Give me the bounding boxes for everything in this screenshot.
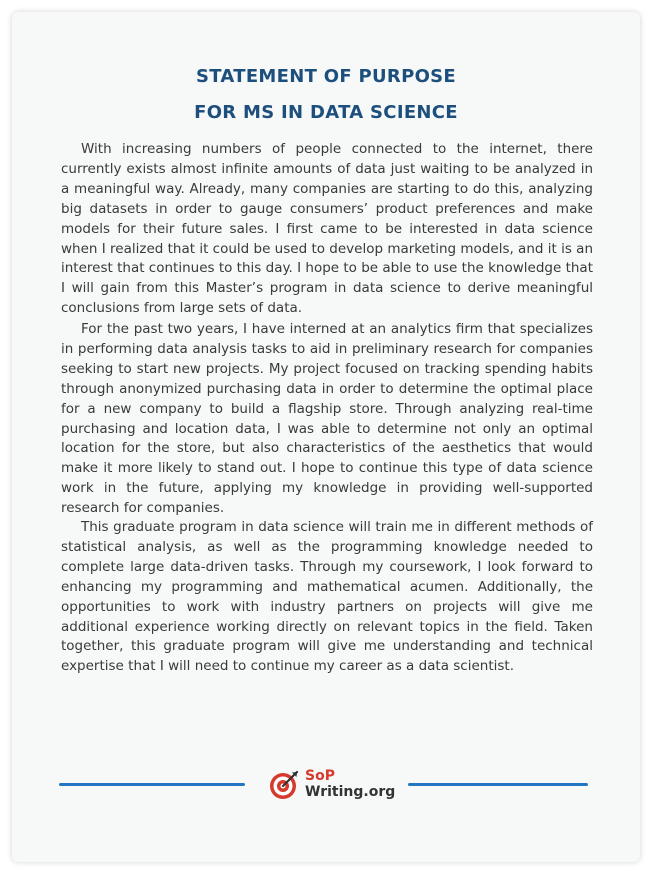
paragraph-2: For the past two years, I have interned at an analytics firm that specializes in performing data analysis tasks to aid in preliminary research for companies seeking to start new projects. My project focused on tracking spending habits through anonymized purchasing data in order to determine the optimal place for a new company to build a flagship store. Through analyzing real-time purchasing and location data, I was able to determine not only an optimal location for the store, but also characteristics of the aesthetics that would make it more likely to stand out. I hope to continue this type of data science work in the future, applying my knowledge in providing well-supported research for companies. (61, 321, 593, 517)
sop-writing-logo (268, 767, 398, 803)
footer-rule-left (59, 783, 245, 786)
footer-rule-right (408, 783, 588, 786)
document-title-line1: STATEMENT OF PURPOSE (195, 66, 457, 87)
logo-wordmark (305, 768, 395, 800)
logo-domain-text: Writing.org (305, 784, 396, 800)
paragraph-1: With increasing numbers of people connected to the internet, there currently exists almost infinite amounts of data just waiting to be analyzed in a meaningful way. Already, many companies are starting to do this, analyzing big datasets in order to gauge consumers’ product preferences and make models for their future sales. I first came to be interested in data science when I realized that it could be used to develop marketing models, and it is an interest that continues to this day. I hope to be able to use the knowledge that I will gain from this Master’s program in data science to derive meaningful conclusions from large sets of data. (61, 141, 593, 317)
document-page (12, 12, 640, 862)
logo-sop-text: SoP (305, 768, 335, 784)
document-title-line2: FOR MS IN DATA SCIENCE (194, 102, 458, 123)
paragraph-3: This graduate program in data science will train me in different methods of statistical analysis, as well as the programming knowledge needed to complete large data-driven tasks. Through my coursework, I look forward to enhancing my programming and mathematical acumen. Additionally, the opportunities to work with industry partners on projects will give me additional experience working directly on relevant topics in the field. Taken together, this graduate program will give me understanding and technical expertise that I will need to continue my career as a data scientist. (61, 519, 593, 675)
target-arrow-icon (268, 767, 302, 801)
